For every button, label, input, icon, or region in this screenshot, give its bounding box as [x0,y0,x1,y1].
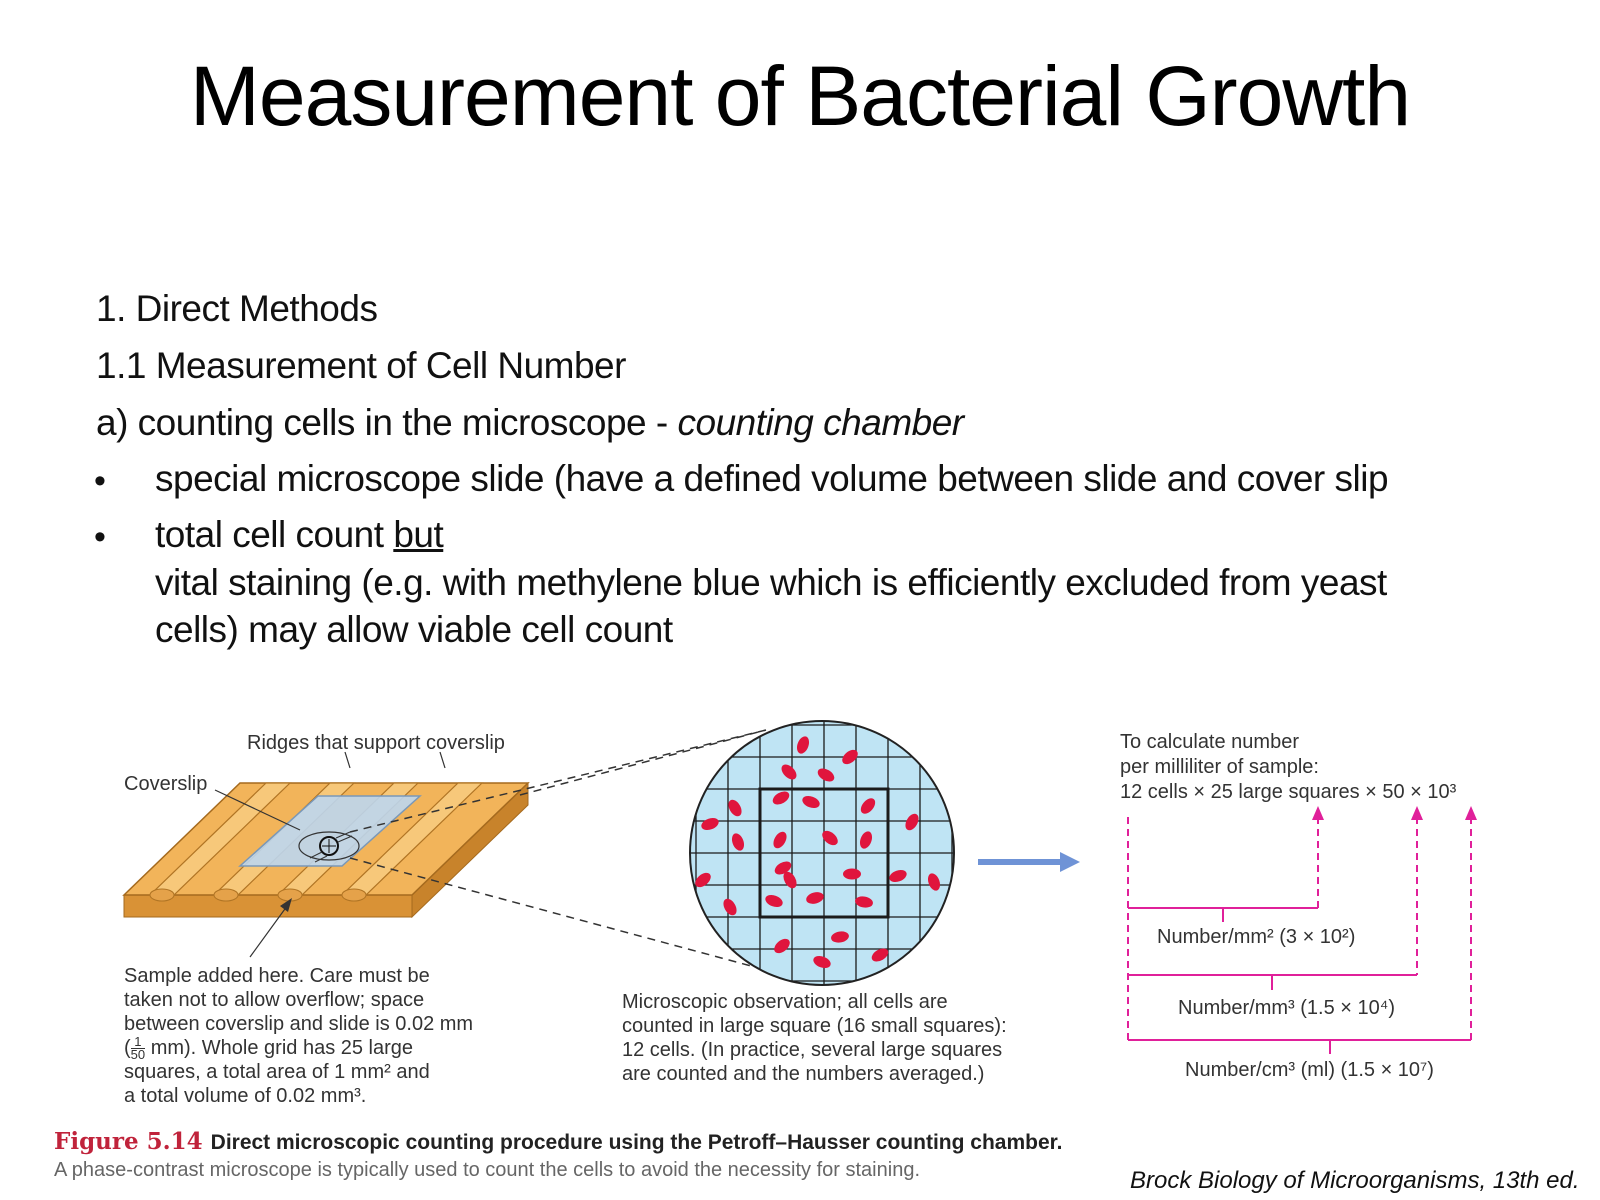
sample-note-line-2: taken not to allow overflow; space [124,989,425,1011]
micro-note-line-2: counted in large square (16 small squares): [622,1015,1007,1037]
bullet-marker-2: • [94,518,106,556]
micro-note-line-1: Microscopic observation; all cells are [622,991,948,1013]
item-a-text: a) counting cells in the microscope - [96,402,678,443]
slide-title: Measurement of Bacterial Growth [189,49,1411,143]
calc-line-2: per milliliter of sample: [1120,756,1319,778]
micro-note-line-3: 12 cells. (In practice, several large squares [622,1039,1003,1061]
bullet-2-lead: total cell count [155,514,394,555]
flow-arrow [978,852,1080,872]
bullet-2-continuation-1: vital staining (e.g. with methylene blue which is efficiently excluded from yeast [155,562,1387,603]
sample-note-line-4: ( $\frac{1}{50}$ mm). Whole grid has 25 large [124,1034,414,1063]
bacterial-cell [843,869,861,880]
calc-line-1: To calculate number [1120,731,1299,753]
bullet-1-text: special microscope slide (have a defined volume between slide and cover slip [155,458,1389,499]
bullet-2-continuation-2: cells) may allow viable cell count [155,609,673,650]
label-ridges: Ridges that support coverslip [247,732,505,754]
counting-chamber-slide [124,783,528,917]
heading-direct-methods: 1. Direct Methods [96,288,378,329]
sample-note-line-1: Sample added here. Care must be [124,965,430,987]
figure-title: Direct microscopic counting procedure using the Petroff–Hausser counting chamber. [210,1131,1063,1154]
sample-note-line-6: a total volume of 0.02 mm³. [124,1085,367,1107]
fraction-one-fiftieth: $\frac{1}{50}$ [130,1034,146,1063]
figure-subcaption: A phase-contrast microscope is typically used to count the cells to avoid the necessity for staining. [54,1159,920,1181]
bullet-marker-1: • [94,462,106,500]
calc-result-mm3: Number/mm³ (1.5 × 10⁴) [1178,997,1395,1019]
calc-result-mm2: Number/mm² (3 × 10²) [1157,926,1356,948]
sample-note-line-5: squares, a total area of 1 mm² and [124,1061,430,1083]
item-a-italic: counting chamber [677,402,964,443]
bullet-2-underlined: but [393,514,444,555]
heading-cell-number: 1.1 Measurement of Cell Number [96,345,626,386]
label-coverslip: Coverslip [124,773,208,795]
figure-label: Figure 5.14 [54,1128,203,1155]
source-credit: Brock Biology of Microorganisms, 13th ed. [1130,1167,1580,1194]
figure-caption [54,1128,1063,1155]
calc-line-3: 12 cells × 25 large squares × 50 × 10³ [1120,781,1457,803]
micro-note-line-4: are counted and the numbers averaged.) [622,1063,985,1085]
sample-note-line-3: between coverslip and slide is 0.02 mm [124,1013,474,1035]
microscope-field [664,693,984,1013]
calc-arrowheads [1312,806,1477,820]
calc-result-cm3: Number/cm³ (ml) (1.5 × 10⁷) [1185,1059,1434,1081]
